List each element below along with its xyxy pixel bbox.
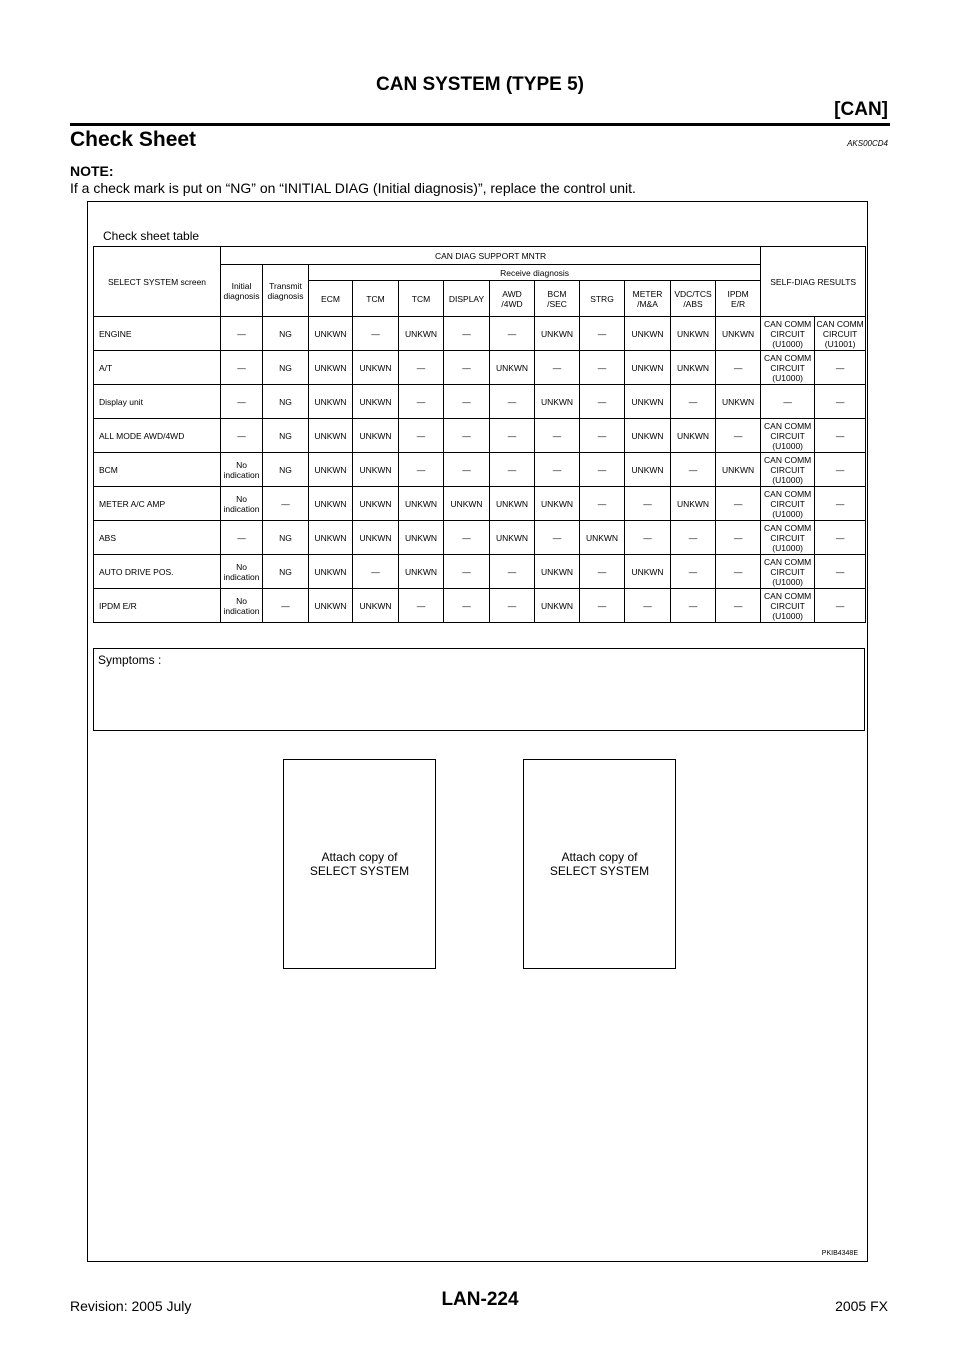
table-cell: UNKWN bbox=[625, 419, 671, 453]
table-cell: — bbox=[535, 351, 580, 385]
table-cell: UNKWN bbox=[716, 385, 761, 419]
table-cell: UNKWN bbox=[444, 487, 490, 521]
receive-col-header: DISPLAY bbox=[444, 281, 490, 317]
table-cell: UNKWN bbox=[399, 521, 444, 555]
table-cell: UNKWN bbox=[399, 487, 444, 521]
table-cell: UNKWN bbox=[535, 385, 580, 419]
table-cell: UNKWN bbox=[353, 589, 399, 623]
receive-col-header: ECM bbox=[309, 281, 353, 317]
table-cell: — bbox=[399, 453, 444, 487]
page-number: LAN-224 bbox=[441, 1289, 519, 1310]
table-cell: — bbox=[353, 317, 399, 351]
table-cell: — bbox=[444, 521, 490, 555]
table-cell: IPDM E/R bbox=[94, 589, 221, 623]
table-cell: UNKWN bbox=[625, 555, 671, 589]
table-cell: UNKWN bbox=[309, 453, 353, 487]
table-cell: UNKWN bbox=[671, 419, 716, 453]
table-cell: CAN COMM CIRCUIT (U1001) bbox=[816, 318, 864, 349]
table-cell: NG bbox=[263, 351, 309, 385]
table-cell: CAN COMM CIRCUIT (U1000) bbox=[761, 351, 815, 385]
table-row bbox=[94, 351, 866, 385]
note-text: If a check mark is put on “NG” on “INITIAL DIAG (Initial diagnosis)”, replace the control unit. bbox=[70, 180, 636, 196]
table-cell: UNKWN bbox=[625, 385, 671, 419]
table-cell: — bbox=[221, 385, 263, 419]
table-cell: — bbox=[221, 351, 263, 385]
table-cell: — bbox=[221, 419, 263, 453]
table-cell: UNKWN bbox=[309, 521, 353, 555]
table-cell: — bbox=[535, 521, 580, 555]
attach-box-2 bbox=[523, 759, 676, 969]
table-cell: — bbox=[671, 589, 716, 623]
table-cell: ENGINE bbox=[94, 317, 221, 351]
table-cell: — bbox=[490, 453, 535, 487]
table-cell: — bbox=[671, 555, 716, 589]
table-cell: UNKWN bbox=[625, 317, 671, 351]
table-cell: UNKWN bbox=[671, 487, 716, 521]
table-cell: — bbox=[263, 589, 309, 623]
table-cell: — bbox=[815, 589, 866, 623]
table-cell: UNKWN bbox=[399, 317, 444, 351]
receive-col-header: VDC/TCS /ABS bbox=[671, 281, 716, 317]
table-cell: — bbox=[490, 419, 535, 453]
section-heading: Check Sheet bbox=[70, 128, 197, 151]
table-cell: — bbox=[625, 589, 671, 623]
table-cell: — bbox=[815, 385, 866, 419]
image-code: PKIB4348E bbox=[821, 1250, 858, 1257]
table-cell: — bbox=[263, 487, 309, 521]
check-sheet-table bbox=[93, 246, 866, 623]
table-cell: NG bbox=[263, 419, 309, 453]
table-row bbox=[94, 555, 866, 589]
table-cell: METER A/C AMP bbox=[94, 487, 221, 521]
table-cell: — bbox=[580, 487, 625, 521]
table-cell: CAN COMM CIRCUIT (U1000) bbox=[761, 453, 815, 487]
table-cell: — bbox=[580, 555, 625, 589]
table-row bbox=[94, 487, 866, 521]
table-cell: NG bbox=[263, 521, 309, 555]
table-title: Check sheet table bbox=[103, 229, 200, 243]
table-cell: — bbox=[580, 419, 625, 453]
table-cell: — bbox=[815, 351, 866, 385]
table-cell: — bbox=[221, 521, 263, 555]
table-cell: — bbox=[535, 419, 580, 453]
table-cell: UNKWN bbox=[353, 419, 399, 453]
table-cell: — bbox=[580, 453, 625, 487]
table-cell: UNKWN bbox=[309, 351, 353, 385]
receive-col-header: IPDM E/R bbox=[716, 281, 761, 317]
table-cell: No indication bbox=[221, 487, 263, 521]
table-cell: — bbox=[490, 555, 535, 589]
attach-box-text: Attach copy of SELECT SYSTEM bbox=[549, 850, 650, 878]
table-cell: NG bbox=[263, 453, 309, 487]
note-label: NOTE: bbox=[70, 163, 114, 179]
attach-box-text: Attach copy of SELECT SYSTEM bbox=[309, 850, 410, 878]
table-cell: NG bbox=[263, 317, 309, 351]
receive-col-header: METER /M&A bbox=[625, 281, 671, 317]
table-cell: UNKWN bbox=[353, 351, 399, 385]
receive-col-header: TCM bbox=[399, 281, 444, 317]
revision-date: Revision: 2005 July bbox=[70, 1298, 192, 1314]
table-cell: — bbox=[444, 419, 490, 453]
self-diag-header: SELF-DIAG RESULTS bbox=[761, 247, 866, 317]
table-cell: A/T bbox=[94, 351, 221, 385]
table-row bbox=[94, 453, 866, 487]
table-cell: UNKWN bbox=[625, 453, 671, 487]
table-cell: UNKWN bbox=[399, 555, 444, 589]
symptoms-label: Symptoms : bbox=[98, 653, 162, 667]
table-cell: CAN COMM CIRCUIT (U1000) bbox=[761, 419, 815, 453]
table-cell: — bbox=[580, 317, 625, 351]
table-cell: UNKWN bbox=[353, 487, 399, 521]
table-cell: UNKWN bbox=[309, 385, 353, 419]
table-cell: UNKWN bbox=[716, 453, 761, 487]
table-cell: CAN COMM CIRCUIT (U1000) bbox=[761, 317, 815, 351]
table-cell: — bbox=[815, 521, 866, 555]
table-cell: — bbox=[625, 521, 671, 555]
table-cell: UNKWN bbox=[535, 555, 580, 589]
table-row bbox=[94, 589, 866, 623]
transmit-diagnosis-header: Transmit diagnosis bbox=[263, 265, 309, 317]
table-cell: — bbox=[716, 555, 761, 589]
table-cell: — bbox=[671, 385, 716, 419]
table-row bbox=[94, 385, 866, 419]
table-cell: — bbox=[716, 419, 761, 453]
table-cell: — bbox=[444, 385, 490, 419]
table-cell: AUTO DRIVE POS. bbox=[94, 555, 221, 589]
table-cell: BCM bbox=[94, 453, 221, 487]
table-cell: — bbox=[815, 487, 866, 521]
table-cell: UNKWN bbox=[490, 487, 535, 521]
table-cell: UNKWN bbox=[535, 317, 580, 351]
table-cell: — bbox=[353, 555, 399, 589]
table-cell: — bbox=[535, 453, 580, 487]
table-cell: — bbox=[671, 521, 716, 555]
table-cell: UNKWN bbox=[580, 521, 625, 555]
table-cell: UNKWN bbox=[309, 419, 353, 453]
table-cell: — bbox=[671, 453, 716, 487]
table-cell: — bbox=[221, 317, 263, 351]
diag-support-header: CAN DIAG SUPPORT MNTR bbox=[221, 247, 761, 265]
table-cell: No indication bbox=[221, 555, 263, 589]
model-label: 2005 FX bbox=[835, 1298, 888, 1314]
table-cell: UNKWN bbox=[353, 521, 399, 555]
table-cell: — bbox=[399, 385, 444, 419]
table-cell: UNKWN bbox=[309, 555, 353, 589]
receive-col-header: STRG bbox=[580, 281, 625, 317]
table-cell: UNKWN bbox=[353, 385, 399, 419]
symptoms-box bbox=[93, 648, 865, 731]
table-cell: — bbox=[580, 385, 625, 419]
table-cell: UNKWN bbox=[671, 317, 716, 351]
table-row bbox=[94, 317, 866, 351]
table-cell: — bbox=[716, 589, 761, 623]
table-cell: CAN COMM CIRCUIT (U1000) bbox=[761, 487, 815, 521]
table-cell: ALL MODE AWD/4WD bbox=[94, 419, 221, 453]
receive-col-header: AWD /4WD bbox=[490, 281, 535, 317]
table-cell: — bbox=[399, 419, 444, 453]
table-cell: — bbox=[815, 453, 866, 487]
page-title: CAN SYSTEM (TYPE 5) bbox=[376, 74, 584, 95]
receive-col-header: BCM /SEC bbox=[535, 281, 580, 317]
table-cell: — bbox=[444, 317, 490, 351]
table-cell: UNKWN bbox=[671, 351, 716, 385]
table-cell: — bbox=[490, 589, 535, 623]
table-cell: UNKWN bbox=[716, 317, 761, 351]
table-cell: — bbox=[815, 555, 866, 589]
table-cell: — bbox=[444, 555, 490, 589]
table-cell: — bbox=[399, 589, 444, 623]
table-cell: — bbox=[580, 589, 625, 623]
table-cell: — bbox=[490, 317, 535, 351]
table-cell: CAN COMM CIRCUIT (U1000) bbox=[761, 521, 815, 555]
table-cell: — bbox=[399, 351, 444, 385]
table-cell: UNKWN bbox=[625, 351, 671, 385]
table-cell: CAN COMM CIRCUIT (U1000) bbox=[761, 589, 815, 623]
table-cell: — bbox=[716, 351, 761, 385]
table-cell: UNKWN bbox=[309, 317, 353, 351]
table-row bbox=[94, 419, 866, 453]
table-cell: — bbox=[444, 589, 490, 623]
table-cell: UNKWN bbox=[353, 453, 399, 487]
table-cell: NG bbox=[263, 555, 309, 589]
table-cell: — bbox=[580, 351, 625, 385]
header-rule bbox=[70, 123, 890, 126]
table-cell: — bbox=[761, 385, 815, 419]
table-cell: UNKWN bbox=[309, 589, 353, 623]
receive-diagnosis-header: Receive diagnosis bbox=[309, 265, 761, 281]
table-cell: — bbox=[716, 487, 761, 521]
doc-code: AKS00CD4 bbox=[847, 139, 888, 148]
table-cell: — bbox=[490, 385, 535, 419]
table-cell: Display unit bbox=[94, 385, 221, 419]
table-cell: UNKWN bbox=[535, 589, 580, 623]
table-cell: ABS bbox=[94, 521, 221, 555]
table-cell: UNKWN bbox=[490, 351, 535, 385]
table-cell: — bbox=[444, 351, 490, 385]
table-cell: CAN COMM CIRCUIT (U1000) bbox=[761, 555, 815, 589]
receive-col-header: TCM bbox=[353, 281, 399, 317]
table-cell: UNKWN bbox=[490, 521, 535, 555]
initial-diagnosis-header: Initial diagnosis bbox=[221, 265, 263, 317]
table-cell: — bbox=[716, 521, 761, 555]
table-cell: UNKWN bbox=[309, 487, 353, 521]
table-cell: — bbox=[444, 453, 490, 487]
table-cell: No indication bbox=[221, 453, 263, 487]
table-row bbox=[94, 521, 866, 555]
attach-box-1 bbox=[283, 759, 436, 969]
table-cell: — bbox=[815, 419, 866, 453]
select-system-header: SELECT SYSTEM screen bbox=[94, 247, 221, 317]
table-cell: — bbox=[625, 487, 671, 521]
table-cell: No indication bbox=[221, 589, 263, 623]
table-cell: NG bbox=[263, 385, 309, 419]
section-label: [CAN] bbox=[834, 99, 888, 120]
table-cell: UNKWN bbox=[535, 487, 580, 521]
